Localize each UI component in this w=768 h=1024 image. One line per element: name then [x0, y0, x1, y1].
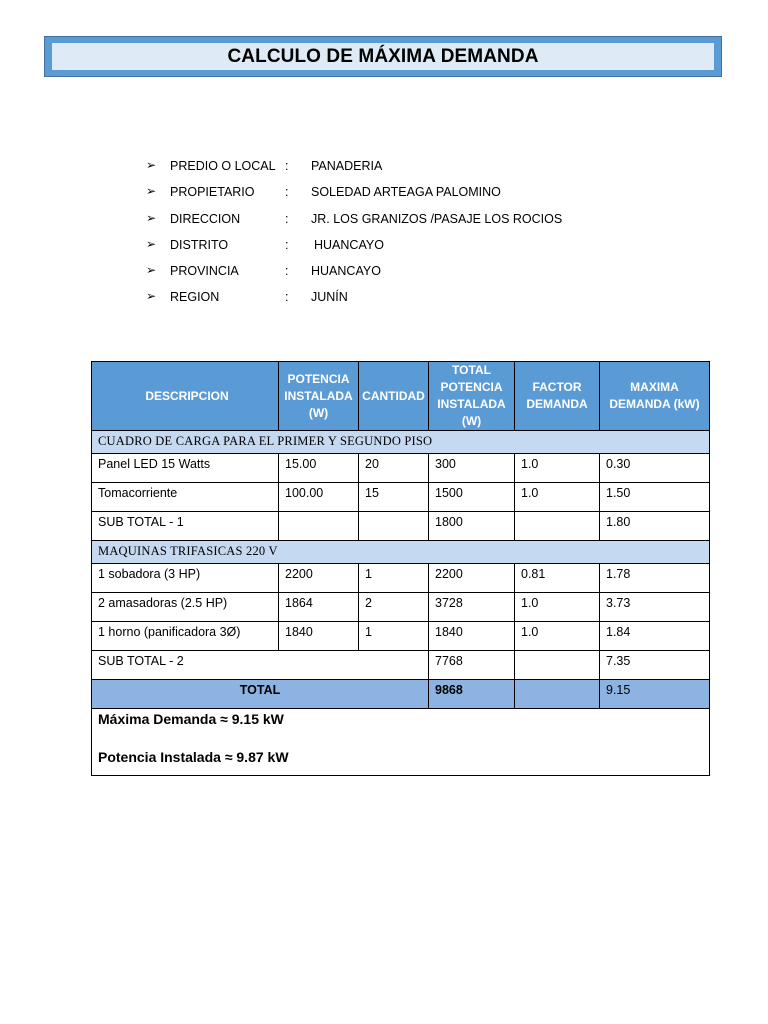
arrow-bullet-icon: ➢: [146, 289, 157, 304]
arrow-bullet-icon: ➢: [146, 184, 157, 199]
info-value: JR. LOS GRANIZOS /PASAJE LOS ROCIOS: [311, 211, 563, 226]
info-label: PROVINCIA: [170, 264, 239, 279]
cell: 15: [359, 483, 429, 512]
info-label: DIRECCION: [170, 211, 241, 226]
info-label: PROPIETARIO: [170, 185, 255, 200]
col-header-descripcion: DESCRIPCION: [92, 362, 279, 431]
cell: 1.50: [600, 483, 710, 512]
section-row: [92, 431, 710, 454]
table-row: [92, 564, 710, 593]
subtotal-row: [92, 651, 710, 680]
cell: [515, 512, 600, 541]
info-value: HUANCAYO: [314, 237, 384, 252]
info-label: DISTRITO: [170, 237, 229, 252]
cell: 7768: [429, 651, 515, 680]
cell: SUB TOTAL - 1: [92, 512, 279, 541]
cell: Panel LED 15 Watts: [92, 454, 279, 483]
cell: [279, 512, 359, 541]
section-title: CUADRO DE CARGA PARA EL PRIMER Y SEGUNDO PISO: [92, 431, 710, 454]
cell: 1.84: [600, 622, 710, 651]
info-colon: :: [285, 264, 289, 279]
col-header-factor: FACTOR DEMANDA: [515, 362, 600, 431]
total-power: 9868: [429, 680, 515, 709]
cell: 1.0: [515, 593, 600, 622]
cell: 20: [359, 454, 429, 483]
cell: 0.81: [515, 564, 600, 593]
cell: 1 sobadora (3 HP): [92, 564, 279, 593]
cell: [515, 680, 600, 709]
total-row: [92, 680, 710, 709]
col-header-total-potencia: TOTAL POTENCIA INSTALADA (W): [429, 362, 515, 431]
cell: 1840: [279, 622, 359, 651]
cell: 15.00: [279, 454, 359, 483]
cell: 1864: [279, 593, 359, 622]
cell: 1800: [429, 512, 515, 541]
col-header-max-demanda: MAXIMA DEMANDA (kW): [600, 362, 710, 431]
cell: 1.0: [515, 622, 600, 651]
info-value: HUANCAYO: [311, 264, 381, 279]
info-value: SOLEDAD ARTEAGA PALOMINO: [311, 185, 501, 200]
cell: 1500: [429, 483, 515, 512]
info-colon: :: [285, 290, 289, 305]
info-colon: :: [285, 211, 289, 226]
arrow-bullet-icon: ➢: [146, 263, 157, 278]
total-label: TOTAL: [92, 680, 429, 709]
col-header-cantidad: CANTIDAD: [359, 362, 429, 431]
table-header-row: [92, 362, 710, 431]
table-row: [92, 622, 710, 651]
arrow-bullet-icon: ➢: [146, 236, 157, 251]
table-row: [92, 593, 710, 622]
cell: Tomacorriente: [92, 483, 279, 512]
arrow-bullet-icon: ➢: [146, 210, 157, 225]
cell: 0.30: [600, 454, 710, 483]
summary-row: [92, 709, 710, 776]
subtotal-row: [92, 512, 710, 541]
info-colon: :: [285, 159, 289, 173]
table-row: [92, 483, 710, 512]
cell: 1.80: [600, 512, 710, 541]
table-row: [92, 454, 710, 483]
total-max-demand: 9.15: [600, 680, 710, 709]
cell: 1.78: [600, 564, 710, 593]
cell: [359, 512, 429, 541]
cell: 1: [359, 564, 429, 593]
cell: SUB TOTAL - 2: [92, 651, 429, 680]
cell: 1.0: [515, 454, 600, 483]
section-title: MAQUINAS TRIFASICAS 220 V: [92, 541, 710, 564]
cell: [515, 651, 600, 680]
info-label: PREDIO O LOCAL: [170, 159, 276, 173]
info-label: REGION: [170, 290, 220, 305]
cell: 7.35: [600, 651, 710, 680]
cell: 1840: [429, 622, 515, 651]
cell: 300: [429, 454, 515, 483]
info-value: PANADERIA: [311, 159, 383, 173]
title-box: [44, 36, 722, 77]
section-row: [92, 541, 710, 564]
cell: 1: [359, 622, 429, 651]
cell: 100.00: [279, 483, 359, 512]
summary-installed-power: Potencia Instalada ≈ 9.87 kW: [98, 749, 289, 765]
cell: 2 amasadoras (2.5 HP): [92, 593, 279, 622]
cell: 1 horno (panificadora 3Ø): [92, 622, 279, 651]
cell: 1.0: [515, 483, 600, 512]
page-title: CALCULO DE MÁXIMA DEMANDA: [52, 43, 714, 70]
cell: 3728: [429, 593, 515, 622]
info-value: JUNÍN: [311, 290, 348, 305]
summary-cell: [92, 709, 710, 776]
cell: 2200: [429, 564, 515, 593]
summary-max-demand: Máxima Demanda ≈ 9.15 kW: [98, 711, 284, 727]
demand-table: [91, 361, 710, 776]
info-colon: :: [285, 237, 289, 252]
cell: 3.73: [600, 593, 710, 622]
arrow-bullet-icon: ➢: [146, 158, 157, 172]
info-colon: :: [285, 185, 289, 200]
col-header-potencia: POTENCIA INSTALADA (W): [279, 362, 359, 431]
cell: 2: [359, 593, 429, 622]
cell: 2200: [279, 564, 359, 593]
